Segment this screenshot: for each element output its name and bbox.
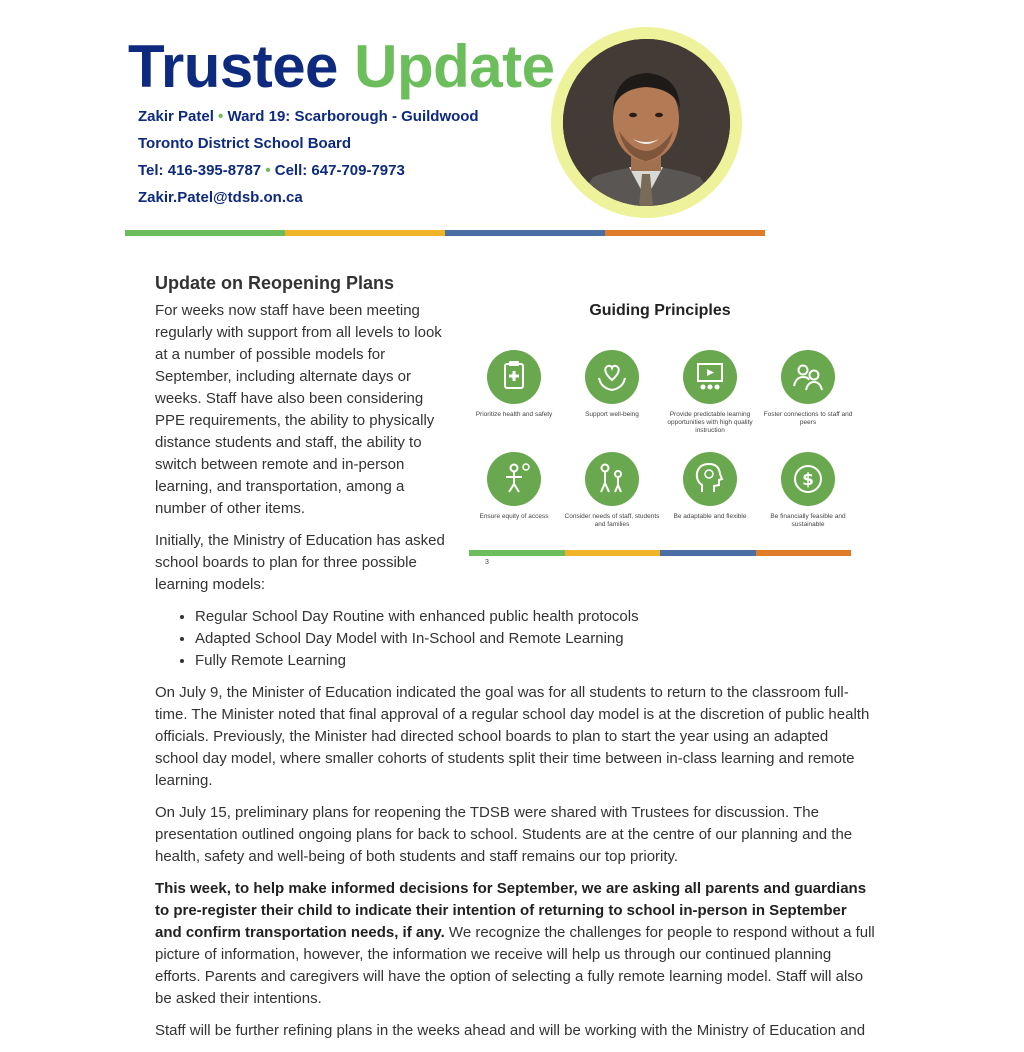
trustee-photo: [563, 39, 730, 206]
screen-instruction-icon: [683, 350, 737, 404]
clipboard-health-icon: [487, 350, 541, 404]
separator-dot: •: [265, 162, 271, 179]
principle-label: Be financially feasible and sustainable: [770, 513, 846, 528]
principle-label: Be adaptable and flexible: [673, 513, 747, 520]
paragraph-ministry-models: Initially, the Ministry of Education has asked school boards to plan for three possible learning models:: [155, 532, 445, 593]
list-item: • Fully Remote Learning: [195, 650, 875, 672]
principle-label: Prioritize health and safety: [475, 411, 553, 418]
tel-number: Tel: 416-395-8787: [138, 162, 262, 179]
name-ward-line: [138, 106, 479, 133]
paragraph-july-15: On July 15, preliminary plans for reopening the TDSB were shared with Trustees for discussion. The presentation outlined ongoing plans for back to school. Students are at the centre of our planning and the health, safety and well-being of both students and staff remains our top priority.: [155, 804, 853, 865]
paragraph-refining-plans: Staff will be further refining plans in the weeks ahead and will be working with the Ministry of Education and: [155, 1022, 866, 1039]
contact-block: [138, 106, 479, 214]
principle-predictable-learning: [662, 350, 758, 435]
color-bar-blue: [445, 230, 605, 236]
principle-label: Consider needs of staff, students and families: [564, 513, 660, 528]
header-color-bar: [125, 230, 765, 236]
principle-adaptable: [662, 452, 758, 521]
color-bar-yellow: [285, 230, 445, 236]
phone-line: [138, 160, 479, 187]
cell-number: Cell: 647-709-7973: [274, 162, 405, 179]
board-line: Toronto District School Board: [138, 135, 352, 152]
section-heading: Update on Reopening Plans: [155, 273, 395, 293]
figure-title: Guiding Principles: [589, 302, 731, 319]
principle-label: Support well-being: [585, 411, 639, 418]
title-trustee: Trustee: [128, 33, 338, 100]
figure-bar-green: [469, 550, 565, 556]
family-icon: [585, 452, 639, 506]
person-equity-icon: [487, 452, 541, 506]
paragraph-pre-register: [155, 878, 875, 1010]
svg-text:$: $: [802, 470, 814, 490]
trustee-name: Zakir Patel: [138, 108, 214, 125]
pre-register-detail: We recognize the challenges for people to respond without a full picture of information, however, the information we receive will help us through our continued planning efforts. Parents and caregivers will have the option of selecting a fully remote learning model. Staff will also be asked their intentions.: [155, 924, 875, 1007]
figure-color-bar: [469, 550, 851, 556]
figure-bar-yellow: [565, 550, 661, 556]
principle-consider-needs: [564, 452, 660, 529]
list-item: • Adapted School Day Model with In-School and Remote Learning: [195, 628, 875, 650]
head-bulb-icon: [683, 452, 737, 506]
principle-foster-connections: [760, 350, 856, 427]
principle-financially-feasible: [760, 452, 856, 529]
title-update: Update: [354, 33, 555, 100]
dollar-icon: [781, 452, 835, 506]
trustee-photo-frame: [551, 27, 742, 218]
ward-name: Ward 19: Scarborough - Guildwood: [227, 108, 479, 125]
learning-models-list: [155, 606, 875, 672]
list-item: • Regular School Day Routine with enhanced public health protocols: [195, 606, 875, 628]
principle-equity-of-access: [466, 452, 562, 521]
paragraph-staff-meetings: For weeks now staff have been meeting regularly with support from all levels to look at a number of possible models for September, including alternate days or weeks. Staff have also been considering PPE requirements, the ability to physically distance students and staff, the ability to switch between remote and in-person learning, and transportation, among a number of other items.: [155, 302, 442, 517]
newsletter-title: [128, 34, 554, 100]
color-bar-orange: [605, 230, 765, 236]
email-link[interactable]: Zakir.Patel@tdsb.on.ca: [138, 189, 303, 206]
principle-health-safety: [466, 350, 562, 419]
principle-well-being: [564, 350, 660, 419]
principle-label: Foster connections to staff and peers: [763, 411, 853, 426]
newsletter-header: [0, 0, 1024, 240]
pre-register-callout: This week, to help make informed decisions for September, we are asking all parents and guardians to pre-register their child to indicate their intention of returning to school in-person in September and confirm transportation needs, if any.: [155, 880, 867, 941]
principle-label: Ensure equity of access: [479, 513, 549, 520]
guiding-principles-figure: [466, 298, 854, 570]
paragraph-july-9: On July 9, the Minister of Education indicated the goal was for all students to return to the classroom full-time. The Minister noted that final approval of a regular school day model is at the discretion of public health officials. Previously, the Minister had directed school boards to plan to start the year using an adapted school day model, where smaller cohorts of students split their time between in-class learning and remote learning.: [155, 684, 870, 789]
figure-bar-orange: [756, 550, 852, 556]
hands-heart-icon: [585, 350, 639, 404]
principle-label: Provide predictable learning opportunities with high quality instruction: [667, 411, 753, 434]
people-connect-icon: [781, 350, 835, 404]
figure-bar-blue: [660, 550, 756, 556]
separator-dot: •: [218, 108, 224, 125]
figure-page-number: 3: [485, 559, 489, 566]
color-bar-green: [125, 230, 285, 236]
